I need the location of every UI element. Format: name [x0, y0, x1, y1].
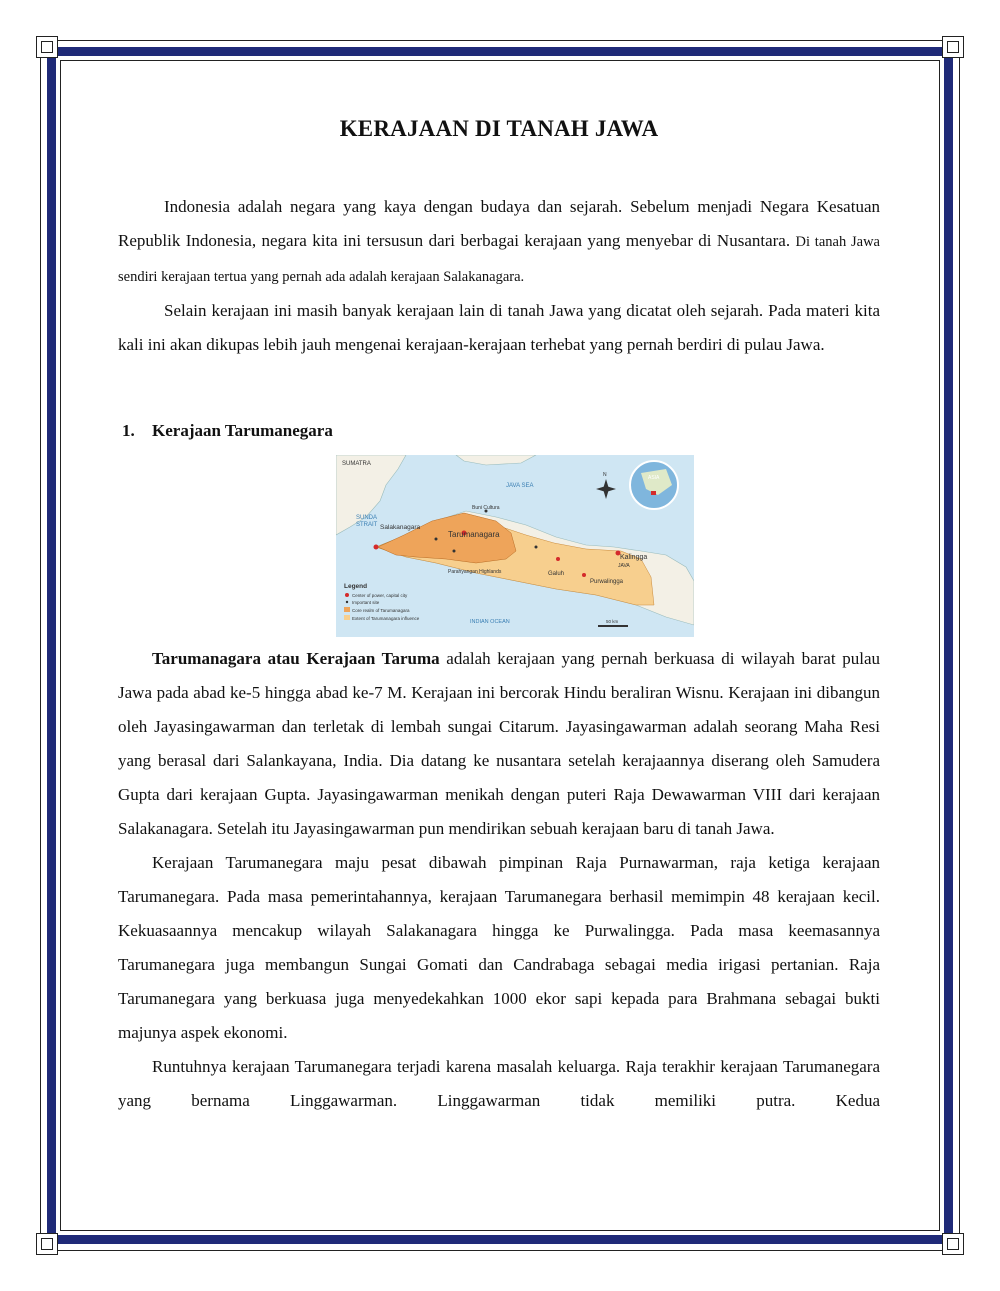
section-title: Kerajaan Tarumanegara	[152, 421, 333, 440]
legend-core-swatch	[344, 607, 350, 612]
section-heading	[122, 421, 333, 441]
capital-marker	[374, 545, 379, 550]
label-asia: ASIA	[648, 475, 660, 481]
legend-title: Legend	[344, 583, 368, 590]
intro-paragraph-2: Selain kerajaan ini masih banyak kerajaan lain di tanah Jawa yang dicatat oleh sejarah. Pada materi kita kali ini akan dikupas lebih jauh mengenai kerajaan-kerajaan terhebat yang pernah berdiri di pulau Jawa.	[118, 301, 880, 354]
border-corner-ornament	[942, 1233, 964, 1255]
label-buni: Buni Cultura	[472, 505, 500, 511]
label-salakanagara: Salakanagara	[380, 524, 421, 531]
site-marker	[453, 550, 456, 553]
map-globe-marker	[651, 491, 656, 495]
label-north: N	[603, 472, 607, 478]
label-kalingga: Kalingga	[620, 554, 648, 561]
page-title: KERAJAAN DI TANAH JAWA	[339, 116, 659, 141]
section-number: 1.	[122, 421, 135, 440]
capital-marker	[556, 557, 560, 561]
intro-section	[118, 190, 880, 362]
tarumanagara-map	[336, 455, 694, 637]
legend-item-4: Extent of Tarumanagara influence	[352, 616, 420, 621]
label-purwalingga: Purwalingga	[590, 579, 624, 585]
legend-item-3: Core realm of Tarumanagara	[352, 608, 410, 613]
map-svg	[336, 455, 694, 637]
intro-paragraph-1	[118, 190, 880, 294]
legend-item-2: Important site	[352, 600, 380, 605]
body-section	[118, 642, 880, 1118]
legend-capital-icon	[345, 593, 349, 597]
legend-item-1: Center of power, capital city	[352, 593, 408, 598]
scale-label: 50 km	[606, 619, 619, 624]
site-marker	[535, 546, 538, 549]
legend-influence-swatch	[344, 615, 350, 620]
body-paragraph-1-bold: Tarumanagara atau Kerajaan Taruma	[152, 649, 440, 668]
label-sunda-strait-2: STRAIT	[356, 522, 378, 528]
border-corner-ornament	[942, 36, 964, 58]
site-marker	[435, 538, 438, 541]
capital-marker	[582, 573, 586, 577]
border-corner-ornament	[36, 1233, 58, 1255]
label-indian-ocean: INDIAN OCEAN	[470, 619, 510, 625]
label-sumatra: SUMATRA	[342, 461, 371, 467]
body-paragraph-3: Runtuhnya kerajaan Tarumanegara terjadi karena masalah keluarga. Raja terakhir kerajaan Tarumanegara yang bernama Linggawarman. Linggawarman tidak memiliki putra. Kedua	[118, 1057, 880, 1110]
body-paragraph-2: Kerajaan Tarumanegara maju pesat dibawah pimpinan Raja Purnawarman, raja ketiga kerajaan Tarumanegara. Pada masa pemerintahannya, kerajaan Tarumanegara berhasil memimpin 48 kerajaan kecil. Kekuasaannya mencakup wilayah Salakanagara hingga ke Purwalingga. Pada masa keemasannya Tarumanegara juga membangun Sungai Gomati dan Candrabaga sebagai media irigasi pertanian. Raja Tarumanegara yang berkuasa juga menyedekahkan 1000 ekor sapi kepada para Brahmana sebagai bukti majunya aspek ekonomi.	[118, 853, 880, 1042]
label-parahyangan: Parahyangan Highlands	[448, 569, 502, 575]
label-galuh: Galuh	[548, 571, 565, 577]
body-paragraph-1-text: adalah kerajaan yang pernah berkuasa di wilayah barat pulau Jawa pada abad ke-5 hingga abad ke-7 M. Kerajaan ini bercorak Hindu beraliran Wisnu. Kerajaan ini dibangun oleh Jayasingawarman dan terletak di lembah sungai Citarum. Jayasingawarman adalah seorang Maha Resi yang berasal dari Salankayana, India. Dia datang ke nusantara setelah kerajaannya diserang oleh Samudera Gupta dari kerajaan Gupta. Jayasingawarman menikah dengan puteri Raja Dewawarman VIII dari kerajaan Salakanagara. Setelah itu Jayasingawarman pun mendirikan sebuah kerajaan baru di tanah Jawa.	[118, 649, 880, 838]
intro-paragraph-1-small: Di tanah Jawa sendiri kerajaan tertua yang pernah ada adalah kerajaan Salakanagara.	[118, 234, 880, 285]
legend-site-icon	[346, 601, 348, 603]
label-tarumanagara: Tarumanagara	[448, 530, 500, 539]
body-paragraph-1	[118, 642, 880, 846]
intro-paragraph-1-main: Indonesia adalah negara yang kaya dengan budaya dan sejarah. Sebelum menjadi Negara Kesatuan Republik Indonesia, negara kita ini tersusun dari berbagai kerajaan yang menyebar di Nusantara.	[118, 197, 880, 250]
label-sunda-strait-1: SUNDA	[356, 515, 378, 521]
label-java: JAVA	[618, 563, 630, 569]
label-java-sea: JAVA SEA	[506, 483, 534, 489]
border-corner-ornament	[36, 36, 58, 58]
